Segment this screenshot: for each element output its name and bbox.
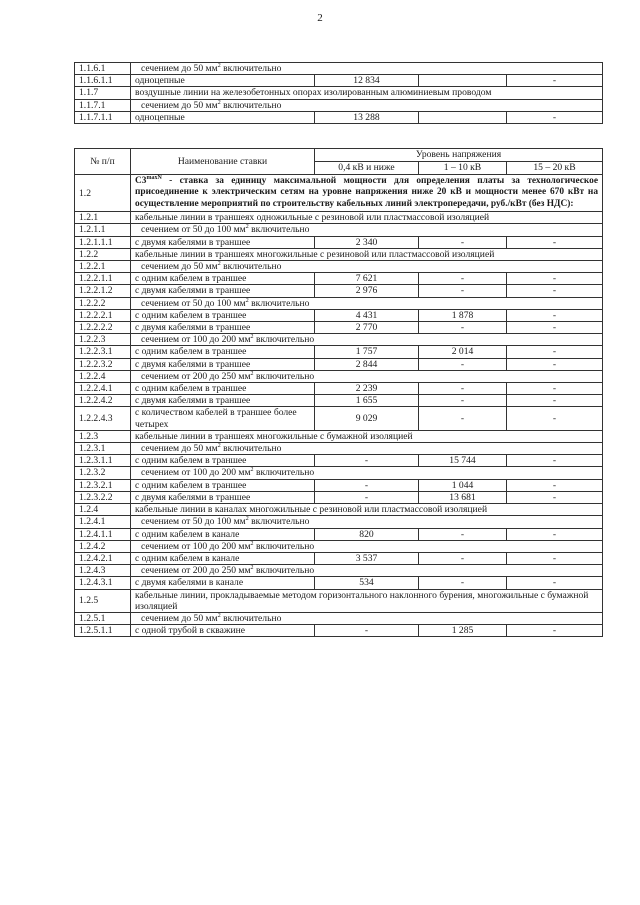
row-number: 1.2.2.2.2	[75, 322, 131, 334]
section-sup: 2	[217, 261, 221, 268]
value-0-4kv: -	[315, 625, 419, 637]
value-15-20kv: -	[507, 455, 603, 467]
section-text: сечением от 50 до 100 мм	[141, 297, 246, 309]
section-text: сечением до 50 мм	[141, 261, 218, 273]
table-row	[75, 75, 603, 87]
row-number: 1.2.4.3	[75, 565, 131, 577]
value-15-20kv: -	[507, 625, 603, 637]
section-row	[75, 63, 603, 75]
group-row	[75, 87, 603, 99]
value-15-20kv: -	[507, 407, 603, 430]
section-sup: 2	[250, 467, 254, 474]
value-15-20kv: -	[507, 479, 603, 491]
value-1-10kv: -	[419, 383, 507, 395]
section-title	[131, 370, 603, 382]
group-title: кабельные линии в траншеях многожильные с резиновой или пластмассовой изоляцией	[131, 248, 603, 260]
table-row	[75, 479, 603, 491]
section-row	[75, 443, 603, 455]
section-title	[131, 63, 603, 75]
section-row	[75, 297, 603, 309]
value-0-4kv: 13 288	[315, 111, 419, 123]
value-0-4kv: -	[315, 455, 419, 467]
section-title	[131, 467, 603, 479]
rate-name: с одним кабелем в канале	[131, 528, 315, 540]
value-1-10kv: -	[419, 358, 507, 370]
rate-symbol: C3	[135, 176, 147, 186]
section-row	[75, 261, 603, 273]
row-number: 1.2.1	[75, 212, 131, 224]
row-number: 1.2.5.1	[75, 612, 131, 624]
header-voltage-0-4: 0,4 кВ и ниже	[315, 162, 419, 175]
rate-name: с количеством кабелей в траншее более четырех	[131, 407, 315, 430]
value-0-4kv: 4 431	[315, 309, 419, 321]
header-voltage-15-20: 15 – 20 кВ	[507, 162, 603, 175]
section-title	[131, 612, 603, 624]
value-15-20kv: -	[507, 383, 603, 395]
table-row	[75, 455, 603, 467]
rate-name: с двумя кабелями в траншее	[131, 236, 315, 248]
row-number: 1.2.1.1	[75, 224, 131, 236]
value-15-20kv: -	[507, 577, 603, 589]
value-1-10kv: 1 285	[419, 625, 507, 637]
value-1-10kv: -	[419, 322, 507, 334]
value-15-20kv: -	[507, 75, 603, 87]
rate-description-text: - ставка за единицу максимальной мощности для определения платы за технологическое присоединение к электрическим сетям на уровне напряжения ниже 20 кВ и мощности менее 670 кВт на осуществление мероприятий по строительству кабельных линий электропередачи, руб./кВт (без НДС):	[135, 176, 599, 209]
value-0-4kv: 12 834	[315, 75, 419, 87]
group-row	[75, 248, 603, 260]
value-15-20kv: -	[507, 322, 603, 334]
row-number: 1.2.4.1	[75, 516, 131, 528]
row-number: 1.2.2.2.1	[75, 309, 131, 321]
table-row	[75, 528, 603, 540]
row-number: 1.2.3.1.1	[75, 455, 131, 467]
section-title	[131, 261, 603, 273]
table-row	[75, 309, 603, 321]
section-sup: 2	[250, 370, 254, 377]
section-text: сечением от 100 до 200 мм	[141, 467, 251, 479]
row-number: 1.2.2.1.1	[75, 273, 131, 285]
section-title	[131, 334, 603, 346]
section-row	[75, 467, 603, 479]
section-sup: 2	[217, 99, 221, 106]
value-15-20kv: -	[507, 285, 603, 297]
table-row	[75, 111, 603, 123]
value-1-10kv: -	[419, 577, 507, 589]
section-text: сечением до 50 мм	[141, 443, 218, 455]
table-row	[75, 322, 603, 334]
value-1-10kv: -	[419, 552, 507, 564]
value-0-4kv: 3 537	[315, 552, 419, 564]
value-1-10kv: 2 014	[419, 346, 507, 358]
section-text: сечением от 200 до 250 мм	[141, 565, 251, 577]
rate-name: с одним кабелем в траншее	[131, 383, 315, 395]
section-tail: включительно	[220, 612, 282, 624]
row-number: 1.2.2.4.2	[75, 395, 131, 407]
table-row	[75, 625, 603, 637]
section-title	[131, 443, 603, 455]
section-row	[75, 516, 603, 528]
rate-name: с одним кабелем в траншее	[131, 455, 315, 467]
row-number: 1.2.4.3.1	[75, 577, 131, 589]
value-15-20kv: -	[507, 358, 603, 370]
group-row	[75, 504, 603, 516]
section-sup: 2	[245, 516, 249, 523]
section-text: сечением от 100 до 200 мм	[141, 540, 251, 552]
row-number: 1.1.7	[75, 87, 131, 99]
row-number: 1.2.5	[75, 589, 131, 612]
value-0-4kv: 2 976	[315, 285, 419, 297]
row-number: 1.2.3.2.1	[75, 479, 131, 491]
row-number: 1.2.3.1	[75, 443, 131, 455]
section-text: сечением от 50 до 100 мм	[141, 516, 246, 528]
section-text: сечением от 200 до 250 мм	[141, 370, 251, 382]
row-number: 1.2.2.1.2	[75, 285, 131, 297]
group-row	[75, 212, 603, 224]
row-number: 1.1.6.1.1	[75, 75, 131, 87]
section-text: сечением от 50 до 100 мм	[141, 224, 246, 236]
row-number: 1.2.2.3	[75, 334, 131, 346]
value-1-10kv	[419, 75, 507, 87]
row-number: 1.2.2.4	[75, 370, 131, 382]
section-title	[131, 540, 603, 552]
section-sup: 2	[245, 297, 249, 304]
rate-name: с одним кабелем в траншее	[131, 309, 315, 321]
value-1-10kv: -	[419, 407, 507, 430]
row-number: 1.2	[75, 175, 131, 212]
table-row	[75, 395, 603, 407]
value-0-4kv: 2 239	[315, 383, 419, 395]
header-voltage-level: Уровень напряжения	[315, 149, 603, 162]
row-number: 1.2.2.3.2	[75, 358, 131, 370]
table-row	[75, 407, 603, 430]
section-text: сечением до 50 мм	[141, 63, 218, 74]
cable-rates-table	[74, 148, 603, 637]
rate-name: с двумя кабелями в траншее	[131, 358, 315, 370]
rate-name: с двумя кабелями в канале	[131, 577, 315, 589]
section-tail: включительно	[248, 224, 310, 236]
section-tail: включительно	[248, 297, 310, 309]
value-0-4kv: 534	[315, 577, 419, 589]
section-title	[131, 516, 603, 528]
row-number: 1.1.6.1	[75, 63, 131, 75]
row-number: 1.1.7.1.1	[75, 111, 131, 123]
section-tail: включительно	[253, 334, 315, 346]
section-row	[75, 99, 603, 111]
rate-description	[131, 175, 603, 212]
value-0-4kv: 9 029	[315, 407, 419, 430]
value-0-4kv: 7 621	[315, 273, 419, 285]
value-1-10kv: -	[419, 236, 507, 248]
rate-name: с одной трубой в скважине	[131, 625, 315, 637]
value-0-4kv: 2 844	[315, 358, 419, 370]
section-row	[75, 334, 603, 346]
value-15-20kv: -	[507, 395, 603, 407]
intro-row	[75, 175, 603, 212]
row-number: 1.2.5.1.1	[75, 625, 131, 637]
value-0-4kv: 1 757	[315, 346, 419, 358]
value-1-10kv: -	[419, 395, 507, 407]
rate-name: с одним кабелем в траншее	[131, 479, 315, 491]
rate-name: с одним кабелем в канале	[131, 552, 315, 564]
group-title: воздушные линии на железобетонных опорах изолированным алюминиевым проводом	[131, 87, 603, 99]
row-number: 1.2.3.2.2	[75, 491, 131, 503]
value-15-20kv: -	[507, 528, 603, 540]
section-tail: включительно	[248, 516, 310, 528]
table-row	[75, 346, 603, 358]
section-sup: 2	[250, 565, 254, 572]
row-number: 1.2.4.2.1	[75, 552, 131, 564]
group-row	[75, 589, 603, 612]
value-0-4kv: -	[315, 491, 419, 503]
row-number: 1.2.2	[75, 248, 131, 260]
value-1-10kv: 13 681	[419, 491, 507, 503]
section-sup: 2	[217, 443, 221, 450]
section-tail: включительно	[253, 370, 315, 382]
top-rates-table	[74, 62, 603, 124]
section-row	[75, 540, 603, 552]
group-row	[75, 430, 603, 442]
section-title	[131, 297, 603, 309]
rate-name: с двумя кабелями в траншее	[131, 322, 315, 334]
rate-name: одноцепные	[131, 75, 315, 87]
value-0-4kv: -	[315, 479, 419, 491]
table-row	[75, 285, 603, 297]
page-number: 2	[317, 12, 323, 24]
table-row	[75, 383, 603, 395]
value-15-20kv: -	[507, 309, 603, 321]
value-1-10kv: -	[419, 285, 507, 297]
section-title	[131, 99, 603, 111]
row-number: 1.2.4.2	[75, 540, 131, 552]
table-row	[75, 552, 603, 564]
row-number: 1.2.2.1	[75, 261, 131, 273]
value-0-4kv: 2 770	[315, 322, 419, 334]
section-tail: включительно	[253, 565, 315, 577]
table-row	[75, 491, 603, 503]
section-tail: включительно	[220, 99, 282, 111]
rate-name: с одним кабелем в траншее	[131, 346, 315, 358]
table-row	[75, 236, 603, 248]
section-sup: 2	[250, 540, 254, 547]
value-15-20kv: -	[507, 236, 603, 248]
table-row	[75, 577, 603, 589]
row-number: 1.2.1.1.1	[75, 236, 131, 248]
value-15-20kv: -	[507, 552, 603, 564]
group-title: кабельные линии, прокладываемые методом горизонтального наклонного бурения, многожильные с бумажной изоляцией	[131, 589, 603, 612]
group-title: кабельные линии в каналах многожильные с резиновой или пластмассовой изоляцией	[131, 504, 603, 516]
rate-name: с двумя кабелями в траншее	[131, 285, 315, 297]
row-number: 1.2.2.4.1	[75, 383, 131, 395]
row-number: 1.2.2.3.1	[75, 346, 131, 358]
value-15-20kv: -	[507, 111, 603, 123]
header-voltage-1-10: 1 – 10 кВ	[419, 162, 507, 175]
rate-name: с двумя кабелями в траншее	[131, 395, 315, 407]
rate-name: с двумя кабелями в траншее	[131, 491, 315, 503]
value-1-10kv: 15 744	[419, 455, 507, 467]
section-tail: включительно	[220, 443, 282, 455]
section-title	[131, 224, 603, 236]
table-row	[75, 273, 603, 285]
section-text: сечением до 50 мм	[141, 612, 218, 624]
value-0-4kv: 2 340	[315, 236, 419, 248]
row-number: 1.2.3.2	[75, 467, 131, 479]
section-tail: включительно	[253, 467, 315, 479]
row-number: 1.1.7.1	[75, 99, 131, 111]
section-row	[75, 370, 603, 382]
section-tail: включительно	[220, 63, 282, 74]
value-15-20kv: -	[507, 346, 603, 358]
value-15-20kv: -	[507, 491, 603, 503]
section-row	[75, 224, 603, 236]
section-row	[75, 612, 603, 624]
value-0-4kv: 820	[315, 528, 419, 540]
value-1-10kv: 1 044	[419, 479, 507, 491]
table-row	[75, 358, 603, 370]
header-rate-name: Наименование ставки	[131, 149, 315, 175]
section-sup: 2	[245, 224, 249, 231]
section-sup: 2	[250, 334, 254, 341]
group-title: кабельные линии в траншеях одножильные с резиновой или пластмассовой изоляцией	[131, 212, 603, 224]
value-1-10kv: 1 878	[419, 309, 507, 321]
row-number: 1.2.4	[75, 504, 131, 516]
section-sup: 2	[217, 612, 221, 619]
group-title: кабельные линии в траншеях многожильные с бумажной изоляцией	[131, 430, 603, 442]
rate-name: одноцепные	[131, 111, 315, 123]
value-1-10kv: -	[419, 273, 507, 285]
value-1-10kv	[419, 111, 507, 123]
row-number: 1.2.3	[75, 430, 131, 442]
value-0-4kv: 1 655	[315, 395, 419, 407]
section-tail: включительно	[253, 540, 315, 552]
rate-name: с одним кабелем в траншее	[131, 273, 315, 285]
section-sup: 2	[217, 63, 221, 69]
section-tail: включительно	[220, 261, 282, 273]
row-number: 1.2.2.2	[75, 297, 131, 309]
value-1-10kv: -	[419, 528, 507, 540]
header-number: № п/п	[75, 149, 131, 175]
row-number: 1.2.2.4.3	[75, 407, 131, 430]
section-row	[75, 565, 603, 577]
row-number: 1.2.4.1.1	[75, 528, 131, 540]
rate-symbol-sup: maxN	[146, 175, 162, 181]
section-text: сечением до 50 мм	[141, 99, 218, 111]
section-title	[131, 565, 603, 577]
value-15-20kv: -	[507, 273, 603, 285]
section-text: сечением от 100 до 200 мм	[141, 334, 251, 346]
